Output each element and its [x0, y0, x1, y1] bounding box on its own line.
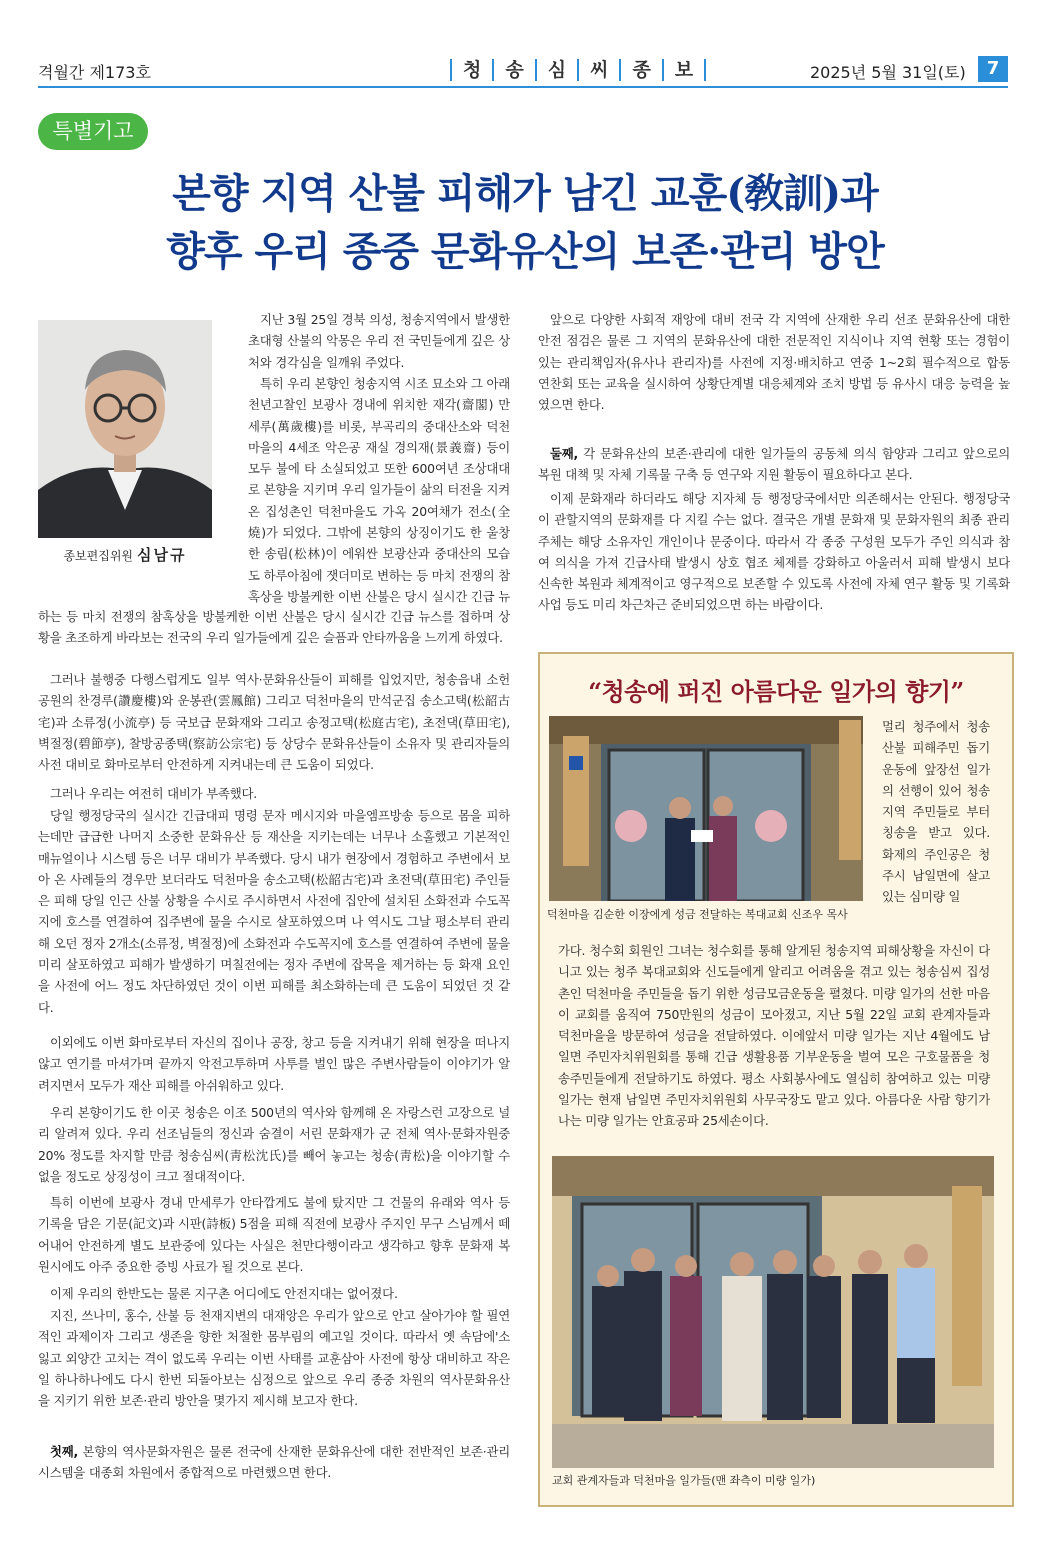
article-paragraph: 지난 3월 25일 경북 의성, 청송지역에서 발생한 초대형 산불의 악몽은 우리 전 국민들에게 깊은 상처와 경각심을 일깨워 주었다. — [248, 312, 510, 370]
article-paragraph: 특히 이번에 보광사 경내 만세루가 안타깝게도 불에 탔지만 그 건물의 유래와 역사 등 기록을 담은 기문(記文)과 시판(詩板) 5점을 피해 직전에 보광사 주지인 무구 스님께서 떼어내어 안전하게 별도 보관중에 있다는 사실은 천만다행이라고 생각하고 향후 문화재 복원시에도 아주 중요한 증빙 사료가 될 것으로 본다. — [38, 1195, 510, 1274]
article-paragraph: 그러나 우리는 여전히 대비가 부족했다. — [50, 786, 258, 801]
author-role: 종보편집위원 — [63, 549, 134, 563]
header-divider — [38, 86, 1008, 88]
masthead-char: 심 — [535, 59, 577, 81]
article-paragraph-continued: 하는 등 마치 전쟁의 참혹상을 방불케한 이번 산불은 당시 실시간 긴급 뉴스를 접하며 상황을 초조하게 바라보는 전국의 우리 일가들에게 깊은 슬픔과 안타까움을 느끼게 하였다. — [38, 609, 510, 646]
sidebar-paragraph-continued: 가다. 청수회 회원인 그녀는 청수회를 통해 알게된 청송지역 피해상황을 자신이 다니고 있는 청주 복대교회와 신도들에게 알리고 어려움을 겪고 있는 청송심씨 집성촌인 덕천마을 주민들을 돕기 위한 성금모금운동을 펼쳤다. 미량 일가의 선한 마음이 교회를 움직여 750만원의 성금이 모아졌고, 지난 5월 22일 교회 관계자들과 덕천마을을 방문하여 성금을 전달하였다. 이에앞서 미량 일가는 지난 4월에도 남일면 주민자치위원회를 통해 긴급 생활용품 기부운동을 벌여 모은 구호물품을 청송주민들에게 전달하기도 하였다. 평소 사회봉사에도 열심히 참여하고 있는 미량 일가는 현재 남일면 주민자치위원회 사무국장도 맡고 있다. 아름다운 사람 향기가 나는 미량 일가는 안효공파 25세손이다. — [558, 943, 990, 1129]
author-photo — [38, 320, 212, 538]
point-text: 각 문화유산의 보존·관리에 대한 일가들의 공동체 의식 함양과 그리고 앞으로의 복원 대책 및 자체 기록물 구축 등 연구와 지원 활동이 필요하다고 본다. — [538, 446, 1010, 483]
article-paragraph: 우리 본향이기도 한 이곳 청송은 이조 500년의 역사와 함께해 온 자랑스런 고장으로 널리 알려져 있다. 우리 선조님들의 정신과 숨결이 서린 문화재가 군 전체 역사·문화자원중 20% 정도를 차지할 만큼 청송심씨(靑松沈氏)를 빼어 놓고는 청송(靑松)을 이야기할 수 없을 정도로 상징성이 크고 절대적이다. — [38, 1105, 510, 1184]
section-badge: 특별기고 — [38, 113, 148, 150]
masthead-char: 보 — [662, 59, 706, 81]
photo-caption-1: 덕천마을 김순한 이장에게 성금 전달하는 복대교회 신조우 목사 — [547, 908, 848, 921]
article-title-line1: 본향 지역 산불 피해가 남긴 교훈(敎訓)과 — [172, 170, 878, 217]
article-paragraph: 이제 우리의 한반도는 물론 지구촌 어디에도 안전지대는 없어졌다. — [50, 1286, 398, 1301]
article-paragraph: 특히 우리 본향인 청송지역 시조 묘소와 그 아래 천년고찰인 보광사 경내에 위치한 재각(齋閣) 만세루(萬歲樓)를 비롯, 부곡리의 중대산소와 덕천마을의 4세조 악은공 재실 경의재(景義齋) 등이 모두 불에 타 소실되었고 또한 600여년 조상대대로 본향을 지키며 우리 일가들이 삶의 터전을 지켜온 집성촌인 덕천마을도 가옥 20여채가 전소(全燒)가 되었다. 그밖에 본향의 상징이기도 한 울창한 송림(松林)이 에워싼 보광산과 중대산의 모습도 하루아침에 잿더미로 변하는 등 마치 전쟁의 참혹상을 방불케한 이번 산불은 당시 실시간 긴급 뉴 — [248, 376, 510, 604]
page-header — [38, 56, 1008, 86]
point-label: 첫째, — [50, 1444, 79, 1459]
masthead-char: 종 — [619, 59, 661, 81]
article-paragraph: 그러나 불행중 다행스럽게도 일부 역사·문화유산들이 피해를 입었지만, 청송읍내 소헌공원의 찬경루(讚慶樓)와 운봉관(雲鳳館) 그리고 덕천마을의 만석군집 송소고택(松韶古宅)과 소류정(小流亭) 등 국보급 문화재와 그리고 송정고택(松庭古宅), 초전댁(草田宅), 벽절정(碧節亭), 찰방공종택(察訪公宗宅) 등 상당수 문화유산들이 소유자 및 관리자들의 사전 대비로 화마로부터 안전하게 지켜내는데 큰 도움이 되었다. — [38, 672, 510, 773]
sidebar-paragraph-start: 멀리 청주에서 청송산불 피해주민 돕기운동에 앞장선 일가의 선행이 있어 청송지역 주민들로 부터 칭송을 받고 있다. 화제의 주인공은 청주시 남일면에 살고 있는 심미량 일 — [882, 719, 990, 905]
author-name: 심남규 — [137, 546, 187, 564]
article-paragraph: 앞으로 다양한 사회적 재앙에 대비 전국 각 지역에 산재한 우리 선조 문화유산에 대한 안전 점검은 물론 그 지역의 문화유산에 대한 전문적인 지식이나 지역 현황 또는 경험이 있는 관리책임자(유사나 관리자)를 사전에 지정·배치하고 연중 1~2회 필수적으로 합동 연찬회 또는 교육을 실시하여 상황단계별 대응체계와 조치 방법 등 유사시 대응 능력을 높였으면 한다. — [538, 312, 1010, 413]
point-text: 본향의 역사문화자원은 물론 전국에 산재한 문화유산에 대한 전반적인 보존·관리 시스템을 대종회 차원에서 종합적으로 마련했으면 한다. — [38, 1444, 510, 1481]
author-caption — [38, 544, 212, 565]
masthead-char: 청 — [450, 59, 492, 81]
article-paragraph: 이외에도 이번 화마로부터 자신의 집이나 공장, 창고 등을 지켜내기 위해 현장을 떠나지 않고 연기를 마셔가며 끝까지 악전고투하며 사투를 벌인 많은 주변사람들이 이야기가 알려지면서 모두가 재산 피해를 아쉬워하고 있다. — [38, 1035, 510, 1093]
sidebar-title: “청송에 퍼진 아름다운 일가의 향기” — [588, 677, 964, 706]
photo-caption-2: 교회 관계자들과 덕천마을 일가들(맨 좌측이 미량 일가) — [552, 1474, 816, 1487]
masthead-char: 씨 — [577, 59, 619, 81]
group-photo — [552, 1156, 994, 1468]
article-paragraph: 이제 문화재라 하더라도 해당 지자체 등 행정당국에서만 의존해서는 안된다. 행정당국이 관할지역의 문화재를 다 지킬 수는 없다. 결국은 개별 문화재 및 문화자원의 최종 관리 주체는 해당 소유자인 개인이나 문중이다. 따라서 각 종중 구성원 모두가 주인 의식과 참여 의식을 가져 긴급사태 발생시 상호 협조 체제를 강화하고 아울러서 피해 발생시 보다 신속한 복원과 체계적이고 영구적으로 보존할 수 있도록 사전에 자체 연구 활동 및 기록화 사업 등도 미리 차근차근 준비되었으면 하는 바람이다. — [538, 491, 1010, 613]
masthead — [450, 56, 706, 84]
masthead-char: 송 — [492, 59, 534, 81]
article-point-second — [538, 443, 1010, 486]
article-paragraph: 당일 행정당국의 실시간 긴급대피 명령 문자 메시지와 마을엠프방송 등으로 몸을 피하는데만 급급한 나머지 소중한 문화유산 등 재산을 지키는데는 너무나 소홀했고 기본적인 매뉴얼이나 시스템 등은 너무 대비가 부족했다. 당시 내가 현장에서 경험하고 주변에서 보아 온 사례들의 경우만 보더라도 덕천마을 송소고택(松韶古宅)과 초전댁(草田宅) 주인들은 피해 당일 인근 산불 상황을 수시로 주시하면서 사전에 집안에 설치된 소화전과 수도꼭지에 호스를 연결하여 집주변에 물을 수시로 살포하였으며 나 역시도 그날 평소부터 관리해 오던 정자 2개소(소류정, 벽절정)에 소화전과 수도꼭지에 호스를 연결하여 주변에 물을 미리 살포하였고 피해가 발생하기 며칠전에는 정자 주변에 잡목을 제거하는 등 화재 요인을 사전에 어느 정도 차단하였던 것이 이번 피해를 최소화하는데 큰 도움이 되었던 것 같다. — [38, 808, 510, 1015]
article-paragraph: 지진, 쓰나미, 홍수, 산불 등 천재지변의 대재앙은 우리가 앞으로 안고 살아가야 할 필연적인 과제이자 그리고 생존을 향한 처절한 몸부림의 예고일 것이다. 따라서 옛 속담에'소 잃고 외양간 고치는 격이 없도록 우리는 이번 사태를 교훈삼아 사전에 항상 대비하고 작은일 하나하나에도 다시 한번 되돌아보는 심정으로 앞으로 우리 종중 차원의 역사문화유산을 지키기 위한 보존·관리 방안을 몇가지 제시해 보고자 한다. — [38, 1308, 510, 1409]
donation-photo — [549, 716, 863, 901]
article-point-first — [38, 1441, 510, 1484]
issue-number: 격월간 제173호 — [38, 63, 151, 82]
article-title-line2: 향후 우리 종중 문화유산의 보존·관리 방안 — [166, 228, 884, 275]
page-number: 7 — [978, 56, 1008, 82]
issue-date: 2025년 5월 31일(토) — [810, 63, 966, 82]
point-label: 둘째, — [550, 446, 579, 461]
